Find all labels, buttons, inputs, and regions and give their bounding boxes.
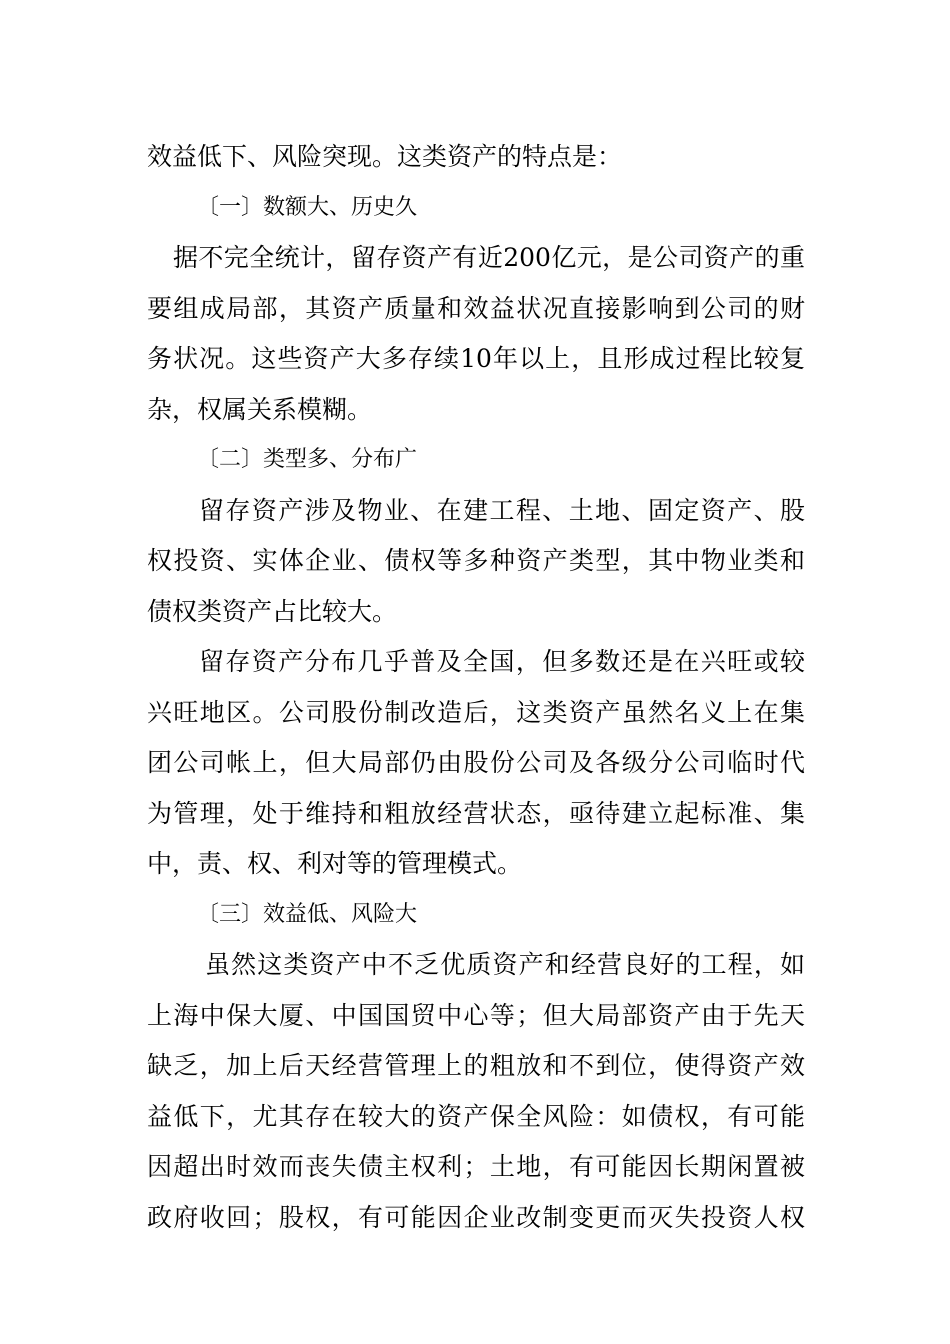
paragraph-line: 债权类资产占比较大。 — [147, 596, 398, 626]
paragraph-line: 虽然这类资产中不乏优质资产和经营良好的工程，如 — [205, 950, 805, 979]
document-body — [147, 132, 805, 1243]
paragraph-line: 团公司帐上，但大局部仍由股份公司及各级分公司临时代 — [147, 748, 805, 777]
paragraph-line: 中，责、权、利对等的管理模式。 — [147, 849, 523, 878]
paragraph-line: 效益低下、风险突现。这类资产的特点是： — [147, 142, 623, 171]
paragraph-line: 要组成局部，其资产质量和效益状况直接影响到公司的财 — [147, 293, 805, 323]
paragraph-line: 杂，权属关系模糊。 — [147, 394, 373, 424]
paragraph-line: 兴旺地区。公司股份制改造后，这类资产虽然名义上在集 — [147, 697, 805, 727]
paragraph-line: 政府收回；股权，有可能因企业改制变更而灭失投资人权 — [147, 1202, 805, 1232]
paragraph-line: 留存资产分布几乎普及全国，但多数还是在兴旺或较 — [199, 647, 805, 676]
paragraph-line: 权投资、实体企业、债权等多种资产类型，其中物业类和 — [147, 546, 805, 575]
paragraph-line: 留存资产涉及物业、在建工程、土地、固定资产、股 — [199, 495, 805, 525]
paragraph-line: 为管理，处于维持和粗放经营状态，亟待建立起标准、集 — [147, 798, 805, 828]
section-heading-2: 〔二〕类型多、分布广 — [197, 447, 418, 472]
section-heading-3: 〔三〕效益低、风险大 — [197, 901, 418, 927]
paragraph-line: 据不完全统计，留存资产有近200亿元，是公司资产的重 — [173, 243, 805, 272]
paragraph-line: 缺乏，加上后天经营管理上的粗放和不到位，使得资产效 — [147, 1051, 805, 1080]
paragraph-line: 务状况。这些资产大多存续10年以上，且形成过程比较复 — [147, 344, 805, 373]
paragraph-line: 因超出时效而丧失债主权利；土地，有可能因长期闲置被 — [147, 1152, 805, 1181]
paragraph-line: 上海中保大厦、中国国贸中心等；但大局部资产由于先天 — [147, 1000, 805, 1030]
paragraph-line: 益低下，尤其存在较大的资产保全风险：如债权，有可能 — [147, 1101, 805, 1131]
section-heading-1: 〔一〕数额大、历史久 — [197, 194, 418, 220]
